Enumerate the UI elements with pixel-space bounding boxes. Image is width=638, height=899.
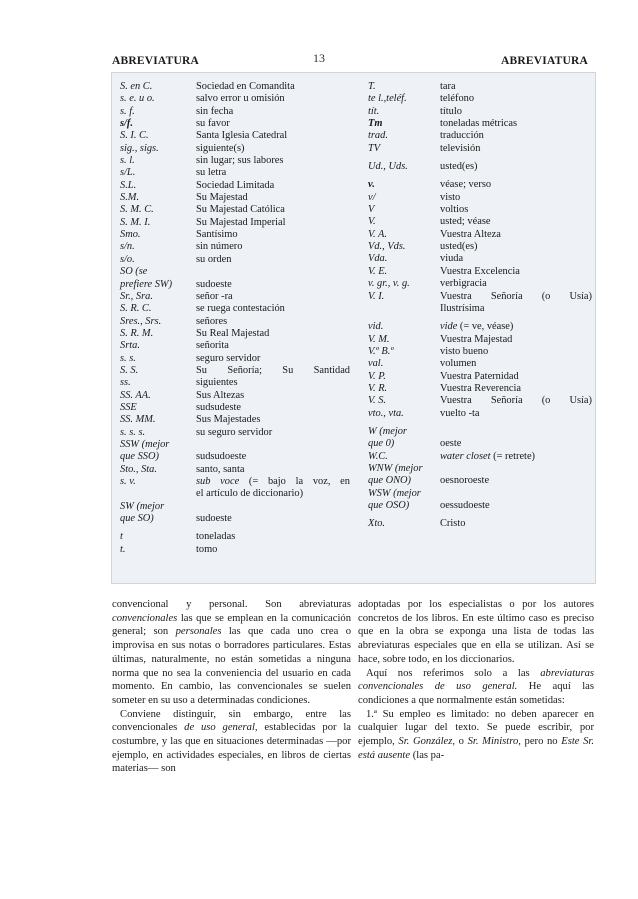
meaning: [440, 463, 592, 475]
abbreviation-entry: [120, 241, 350, 253]
abbreviation: V. R.: [368, 382, 388, 394]
meaning: tomo: [196, 543, 218, 555]
meaning: verbigracia: [440, 278, 487, 290]
abbreviation-entry: [368, 488, 592, 500]
paragraph: convencional y personal. Son abreviaturas convencionales las que se emplean en la comunicación general; son personales las que cada uno crea o improvisa en sus notas o borradores particulares. Estas últimas, naturalmente, no están sometidas a ninguna norma que no sea la conveniencia del usuario en cada momento. En cambio, las convencionales se suelen someter en su uso a determinadas condiciones.: [112, 599, 351, 706]
abbreviation: v.: [368, 179, 375, 191]
meaning: [440, 426, 592, 438]
abbreviation-entry: [120, 488, 350, 500]
abbreviation-entry: [368, 241, 592, 253]
abbreviation-entry: [120, 266, 350, 278]
meaning: Sociedad Limitada: [196, 179, 275, 191]
abbreviation: prefiere SW): [120, 278, 173, 290]
meaning: señor -ra: [196, 290, 233, 302]
meaning: Sus Majestades: [196, 414, 261, 426]
abbreviation-entry: [120, 229, 350, 241]
abbreviation-entry: [368, 143, 592, 155]
abbreviation: Vda.: [368, 253, 388, 265]
abbreviation-table: [111, 72, 596, 584]
abbreviation: s. f.: [120, 105, 135, 117]
abbreviation: t: [120, 531, 123, 543]
meaning: oesnoroeste: [440, 475, 490, 487]
meaning: Santa Iglesia Catedral: [196, 130, 288, 142]
abbreviation-entry: [120, 118, 350, 130]
abbreviation-entry: [368, 81, 592, 93]
abbreviation-entry: [120, 204, 350, 216]
body-text-left: [112, 598, 351, 776]
abbreviation: vto., vta.: [368, 407, 404, 419]
meaning: su orden: [196, 253, 232, 265]
meaning: usted; véase: [440, 216, 491, 228]
meaning: señorita: [196, 340, 229, 352]
meaning: toneladas: [196, 531, 236, 543]
abbreviation-entry: [120, 279, 350, 291]
meaning: su seguro servidor: [196, 426, 273, 438]
meaning: [440, 488, 592, 500]
meaning: siguientes: [196, 377, 238, 389]
meaning: [196, 501, 350, 513]
abbreviation: s/o.: [120, 253, 135, 265]
meaning: Vuestra Reverencia: [440, 382, 522, 394]
abbreviation-entry: [368, 451, 592, 463]
abbreviation: Tm: [368, 118, 383, 130]
meaning: voltios: [440, 204, 469, 216]
abbreviation-column-right: [368, 81, 592, 531]
abbreviation-entry: [120, 217, 350, 229]
abbreviation: ss.: [120, 377, 131, 389]
abbreviation-entry: [120, 439, 350, 451]
meaning: [196, 439, 350, 451]
abbreviation: Sres., Srs.: [120, 315, 162, 327]
abbreviation: s. s. s.: [120, 426, 146, 438]
meaning: Santísimo: [196, 229, 238, 241]
abbreviation: s/n.: [120, 241, 135, 253]
meaning: sin número: [196, 241, 243, 253]
paragraph: Conviene distinguir, sin embargo, entre las convencionales de uso general, establecidas por la costumbre, y las que en situaciones determinadas —por ejemplo, en actividades especiales, en libros de ciertas materias— son: [112, 708, 351, 775]
meaning: visto: [440, 191, 461, 203]
meaning: Vuestra Excelencia: [440, 265, 520, 277]
abbreviation-entry: [120, 291, 350, 303]
running-header-right: ABREVIATURA: [501, 55, 588, 67]
meaning: Sociedad en Comandita: [196, 81, 295, 92]
meaning: water closet (= retrete): [440, 450, 536, 462]
paragraph: Aquí nos referimos solo a las abreviaturas convencionales de uso general. He aquí las condiciones a que normalmente están sometidas:: [358, 667, 594, 706]
abbreviation: que 0): [368, 438, 395, 450]
abbreviation-entry: [120, 167, 350, 179]
abbreviation-entry: [368, 253, 592, 265]
abbreviation: S. R. M.: [120, 327, 154, 339]
meaning: Sus Altezas: [196, 389, 245, 401]
abbreviation-entry: [368, 346, 592, 358]
abbreviation: V: [368, 204, 375, 216]
abbreviation: s. e. u o.: [120, 93, 155, 105]
meaning: visto bueno: [440, 345, 489, 357]
abbreviation-entry: [120, 365, 350, 377]
abbreviation-entry: [120, 464, 350, 476]
abbreviation: Sr., Sra.: [120, 290, 153, 302]
abbreviation: SSE: [120, 401, 137, 413]
abbreviation-entry: [120, 180, 350, 192]
abbreviation: S. I. C.: [120, 130, 149, 142]
meaning: seguro servidor: [196, 352, 261, 364]
meaning: su letra: [196, 167, 227, 179]
abbreviation-entry: [368, 93, 592, 105]
abbreviation: SS. AA.: [120, 389, 151, 401]
abbreviation: t.: [120, 543, 126, 555]
abbreviation-entry: [120, 414, 350, 426]
abbreviation: TV: [368, 142, 381, 154]
abbreviation: Smo.: [120, 229, 141, 241]
meaning: título: [440, 105, 462, 117]
abbreviation: Sto., Sta.: [120, 463, 157, 475]
abbreviation: s. l.: [120, 155, 135, 167]
abbreviation-entry: [120, 451, 350, 463]
meaning: Su Majestad Católica: [196, 204, 285, 216]
abbreviation-entry: [368, 161, 592, 173]
abbreviation: s. v.: [120, 476, 136, 487]
meaning: el artículo de diccionario): [196, 488, 304, 500]
abbreviation-entry: [120, 513, 350, 525]
meaning: siguiente(s): [196, 142, 245, 154]
paragraph: 1.ª Su empleo es limitado: no deben aparecer en cualquier lugar del texto. Se puede escribir, por ejemplo, Sr. González, o Sr. Ministro, pero no Este Sr. está ausente (las pa-: [358, 708, 595, 761]
meaning: Su Majestad: [196, 192, 248, 204]
abbreviation-entry: [120, 402, 350, 414]
abbreviation: V. P.: [368, 370, 386, 382]
meaning: vuelto -ta: [440, 407, 480, 419]
meaning: santo, santa: [196, 463, 245, 475]
abbreviation-entry: [368, 334, 592, 346]
abbreviation-entry: [120, 143, 350, 155]
page-number: 13: [313, 51, 325, 65]
abbreviation-entry: [368, 130, 592, 142]
abbreviation-entry: [120, 353, 350, 365]
abbreviation: V.: [368, 216, 376, 228]
abbreviation-column-left: [120, 81, 350, 556]
abbreviation-entry: [120, 427, 350, 439]
meaning: [196, 266, 350, 278]
abbreviation: WSW (mejor: [368, 487, 421, 499]
abbreviation-entry: [120, 106, 350, 118]
meaning: sin lugar; sus labores: [196, 155, 284, 167]
meaning: volumen: [440, 358, 477, 370]
abbreviation: SSW (mejor: [120, 438, 170, 450]
abbreviation: SO (se: [120, 266, 148, 278]
meaning: vide (= ve, véase): [440, 321, 514, 333]
abbreviation-entry: [368, 303, 592, 315]
abbreviation-entry: [368, 321, 592, 333]
meaning: sudsudeste: [196, 401, 242, 413]
meaning: véase; verso: [440, 179, 492, 191]
meaning: Vuestra Alteza: [440, 228, 501, 240]
abbreviation: S. en C.: [120, 81, 153, 92]
abbreviation: que OSO): [368, 500, 410, 511]
abbreviation-entry: [120, 501, 350, 513]
meaning: se ruega contestación: [196, 303, 285, 315]
abbreviation: WNW (mejor: [368, 462, 423, 474]
abbreviation: S. R. C.: [120, 303, 152, 315]
abbreviation: Vd., Vds.: [368, 241, 406, 253]
abbreviation: sig., sigs.: [120, 142, 159, 154]
meaning: usted(es): [440, 161, 478, 173]
abbreviation: que SSO): [120, 451, 159, 463]
meaning: Vuestra Señoría (o Usía): [440, 395, 592, 407]
abbreviation: [368, 303, 440, 315]
abbreviation: s/f.: [120, 118, 133, 130]
abbreviation-entry: [368, 383, 592, 395]
abbreviation: v/: [368, 191, 376, 203]
abbreviation: S. M. I.: [120, 216, 151, 228]
meaning: Su Real Majestad: [196, 327, 270, 339]
meaning: Ilustrísima: [440, 302, 485, 314]
abbreviation-entry: [120, 531, 350, 543]
abbreviation: v. gr., v. g.: [368, 278, 410, 290]
meaning: televisión: [440, 142, 481, 154]
meaning: toneladas métricas: [440, 118, 518, 130]
meaning: sub voce (= bajo la voz, en: [196, 476, 350, 487]
running-header-left: ABREVIATURA: [112, 55, 199, 67]
abbreviation-entry: [368, 118, 592, 130]
meaning: sudoeste: [196, 513, 232, 525]
meaning: Vuestra Paternidad: [440, 370, 519, 382]
abbreviation: V. A.: [368, 228, 387, 240]
abbreviation-entry: [368, 463, 592, 475]
abbreviation: V. I.: [368, 290, 385, 302]
abbreviation: vid.: [368, 321, 384, 333]
abbreviation: tít.: [368, 105, 380, 117]
meaning: salvo error u omisión: [196, 93, 285, 105]
meaning: sudsudoeste: [196, 451, 247, 463]
meaning: Su Señoría; Su Santidad: [196, 364, 350, 376]
abbreviation: V. E.: [368, 265, 388, 277]
abbreviation-entry: [368, 106, 592, 118]
abbreviation-entry: [120, 340, 350, 352]
abbreviation: S. S.: [120, 364, 139, 376]
abbreviation-entry: [368, 192, 592, 204]
abbreviation: V.º B.º: [368, 345, 394, 357]
meaning: tara: [440, 81, 456, 92]
abbreviation-entry: [368, 518, 592, 530]
abbreviation: Xto.: [368, 518, 386, 530]
abbreviation: W.C.: [368, 450, 388, 462]
abbreviation-entry: [120, 377, 350, 389]
abbreviation-entry: [368, 475, 592, 487]
abbreviation-entry: [120, 328, 350, 340]
abbreviation: que SO): [120, 513, 154, 525]
abbreviation: te l.,teléf.: [368, 93, 407, 105]
meaning: Su Majestad Imperial: [196, 216, 286, 228]
meaning: sudoeste: [196, 278, 232, 290]
meaning: traducción: [440, 130, 484, 142]
meaning: oeste: [440, 438, 462, 450]
abbreviation: Ud., Uds.: [368, 161, 408, 173]
abbreviation: V. M.: [368, 333, 390, 345]
meaning: viuda: [440, 253, 464, 265]
abbreviation: V. S.: [368, 395, 386, 407]
abbreviation-entry: [368, 204, 592, 216]
meaning: teléfono: [440, 93, 475, 105]
abbreviation-entry: [120, 155, 350, 167]
abbreviation-entry: [120, 81, 350, 93]
abbreviation-entry: [120, 254, 350, 266]
abbreviation: S. M. C.: [120, 204, 154, 216]
paragraph: adoptadas por los especialistas o por los autores concretos de los libros. En este último caso es preciso que en la obra se exponga una lista de todas las abreviaturas especiales que en ella se utilizan. Así se hace, sobre todo, en los diccionarios.: [358, 599, 594, 665]
abbreviation: que ONO): [368, 475, 411, 487]
abbreviation: s. s.: [120, 352, 136, 364]
abbreviation-entry: [120, 476, 350, 488]
body-text-right: [358, 598, 594, 762]
abbreviation-entry: [120, 192, 350, 204]
abbreviation-entry: [368, 395, 592, 407]
abbreviation: S.L.: [120, 179, 137, 191]
abbreviation-entry: [368, 278, 592, 290]
meaning: Vuestra Señoría (o Usía): [440, 290, 592, 302]
abbreviation: W (mejor: [368, 425, 407, 437]
abbreviation: SW (mejor: [120, 500, 165, 512]
abbreviation-entry: [120, 316, 350, 328]
abbreviation-entry: [368, 266, 592, 278]
abbreviation: S.M.: [120, 192, 140, 204]
abbreviation: T.: [368, 81, 376, 92]
abbreviation: [120, 488, 196, 500]
abbreviation-entry: [368, 358, 592, 370]
meaning: sin fecha: [196, 105, 234, 117]
abbreviation-entry: [120, 303, 350, 315]
meaning: señores: [196, 315, 228, 327]
meaning: oessudoeste: [440, 500, 490, 511]
abbreviation-entry: [120, 544, 350, 556]
abbreviation: SS. MM.: [120, 414, 156, 426]
meaning: usted(es): [440, 241, 478, 253]
abbreviation: val.: [368, 358, 384, 370]
meaning: Cristo: [440, 518, 466, 530]
abbreviation: trad.: [368, 130, 388, 142]
abbreviation-entry: [368, 216, 592, 228]
abbreviation-entry: [368, 179, 592, 191]
abbreviation-entry: [368, 229, 592, 241]
abbreviation-entry: [120, 130, 350, 142]
meaning: su favor: [196, 118, 230, 130]
abbreviation-entry: [368, 371, 592, 383]
abbreviation-entry: [120, 390, 350, 402]
abbreviation-entry: [368, 500, 592, 512]
meaning: Vuestra Majestad: [440, 333, 513, 345]
abbreviation: s/L.: [120, 167, 136, 179]
abbreviation-entry: [368, 408, 592, 420]
abbreviation-entry: [120, 93, 350, 105]
abbreviation: Srta.: [120, 340, 140, 352]
abbreviation-entry: [368, 291, 592, 303]
abbreviation-entry: [368, 438, 592, 450]
abbreviation-entry: [368, 426, 592, 438]
